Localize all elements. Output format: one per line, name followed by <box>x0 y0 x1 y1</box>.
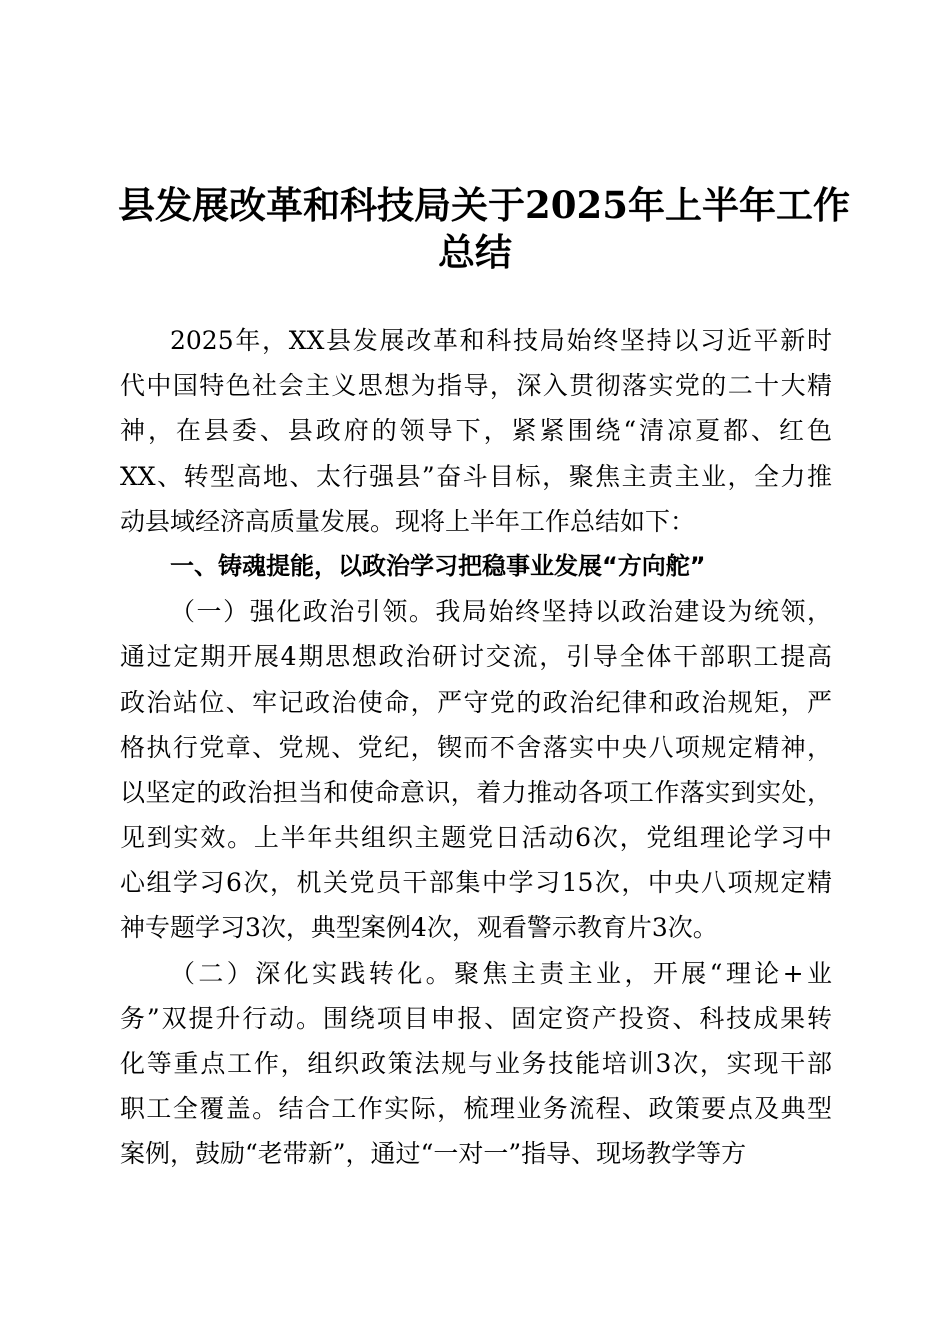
text-line: 动县域经济高质量发展。现将上半年工作总结如下： <box>120 506 696 536</box>
text-line: 务”双提升行动。围绕项目申报、固定资产投资、科技成果转 <box>120 1003 832 1033</box>
text-line: 一、铸魂提能，以政治学习把稳事业发展“方向舵” <box>170 551 706 580</box>
text-line: 心组学习6次，机关党员干部集中学习15次，中央八项规定精 <box>120 868 832 898</box>
text-line: 代中国特色社会主义思想为指导，深入贯彻落实党的二十大精 <box>120 371 832 401</box>
document-body <box>120 318 832 1177</box>
title-line-2: 总结 <box>438 230 512 274</box>
text-line: 2025年，XX县发展改革和科技局始终坚持以习近平新时 <box>170 326 832 355</box>
paragraph <box>120 951 832 1177</box>
text-line: 政治站位、牢记政治使命，严守党的政治纪律和政治规矩，严 <box>120 687 832 717</box>
section-heading <box>120 544 832 589</box>
paragraph <box>120 589 832 951</box>
text-line: 通过定期开展4期思想政治研讨交流，引导全体干部职工提高 <box>120 642 832 672</box>
text-line: 职工全覆盖。结合工作实际，梳理业务流程、政策要点及典型 <box>120 1094 832 1124</box>
text-line: （一）强化政治引领。我局始终坚持以政治建设为统领， <box>170 597 832 627</box>
text-line: 格执行党章、党规、党纪，锲而不舍落实中央八项规定精神， <box>120 732 832 762</box>
text-line: 神专题学习3次，典型案例4次，观看警示教育片3次。 <box>120 913 718 943</box>
text-line: 案例，鼓励“老带新”，通过“一对一”指导、现场教学等方 <box>120 1139 747 1169</box>
text-line: （二）深化实践转化。聚焦主责主业，开展“理论+业 <box>170 958 832 988</box>
text-line: XX、转型高地、太行强县”奋斗目标，聚焦主责主业，全力推 <box>120 461 832 491</box>
text-line: 神，在县委、县政府的领导下，紧紧围绕“清凉夏都、红色 <box>120 416 832 446</box>
document-title <box>118 182 850 276</box>
text-line: 以坚定的政治担当和使命意识，着力推动各项工作落实到实处， <box>120 777 832 807</box>
paragraph <box>120 318 832 544</box>
title-line-1: 县发展改革和科技局关于2025年上半年工作 <box>118 183 850 227</box>
text-line: 化等重点工作，组织政策法规与业务技能培训3次，实现干部 <box>120 1049 832 1078</box>
text-line: 见到实效。上半年共组织主题党日活动6次，党组理论学习中 <box>120 823 832 853</box>
